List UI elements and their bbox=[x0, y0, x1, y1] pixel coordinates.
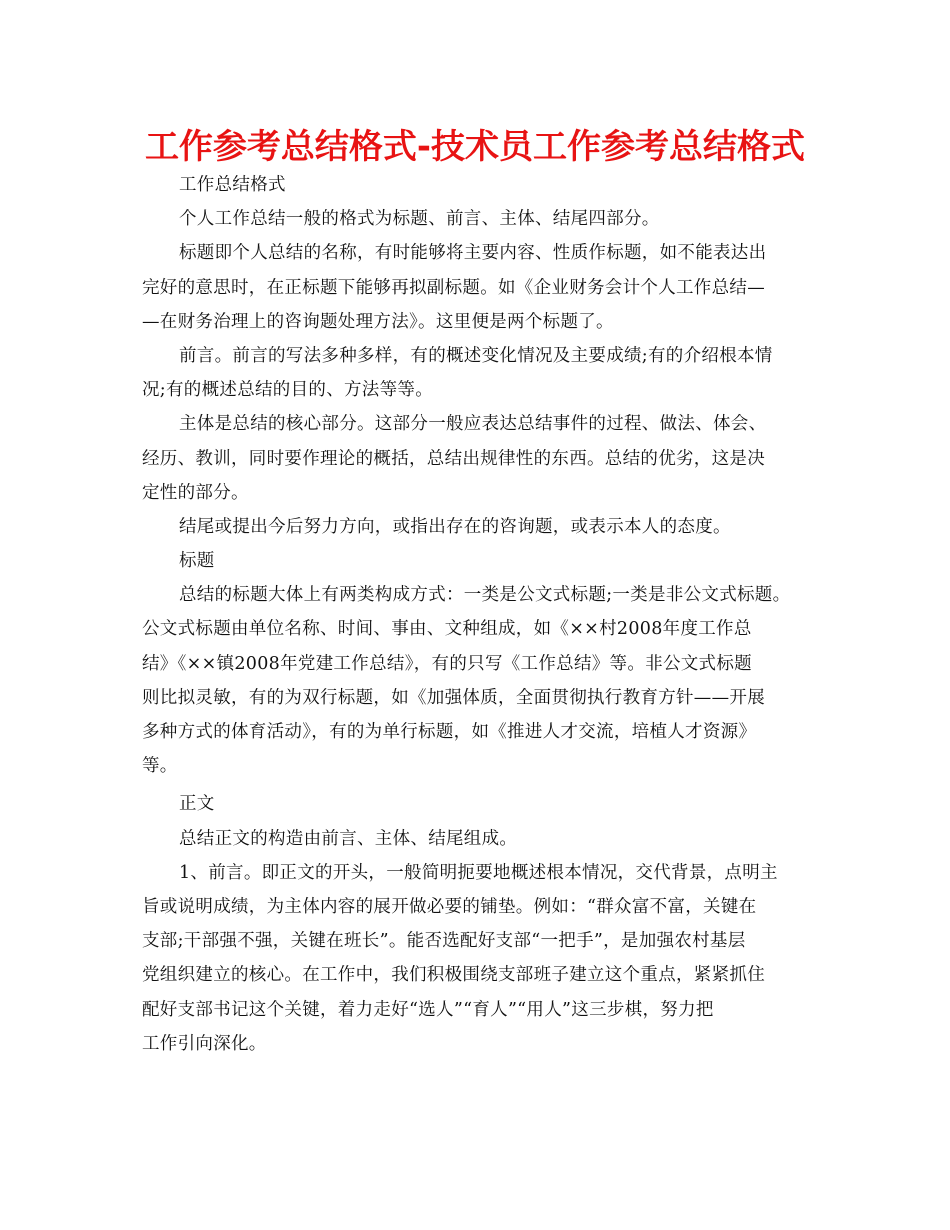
document-body bbox=[142, 168, 814, 1061]
text-line: 主体是总结的核心部分。这部分一般应表达总结事件的过程、做法、体会、 bbox=[179, 414, 767, 435]
text-line: 多种方式的体育活动》，有的为单行标题，如《推进人才交流，培植人才资源》 bbox=[142, 722, 757, 742]
text-line: 经历、教训，同时要作理论的概括，总结出规律性的东西。总结的优劣，这是决 bbox=[142, 448, 765, 469]
text-line: 则比拟灵敏，有的为双行标题，如《加强体质，全面贯彻执行教育方针——开展 bbox=[142, 687, 765, 708]
text-line: 结》《××镇2008年党建工作总结》，有的只写《工作总结》等。非公文式标题 bbox=[142, 653, 752, 674]
text-line: 等。 bbox=[142, 756, 178, 777]
text-line: 定性的部分。 bbox=[142, 482, 249, 503]
text-line: 1、前言。即正文的开头，一般简明扼要地概述根本情况，交代背景，点明主 bbox=[179, 862, 778, 883]
text-line: 旨或说明成绩，为主体内容的展开做必要的铺垫。例如：“群众富不富，关键在 bbox=[142, 896, 757, 917]
text-line: 正文 bbox=[179, 794, 215, 815]
text-line: 支部;干部强不强，关键在班长”。能否选配好支部“一把手”，是加强农村基层 bbox=[142, 931, 746, 952]
text-line: 总结的标题大体上有两类构成方式：一类是公文式标题;一类是非公文式标题。 bbox=[179, 585, 791, 606]
text-line: 党组织建立的核心。在工作中，我们积极围绕支部班子建立这个重点，紧紧抓住 bbox=[142, 965, 765, 986]
text-line: 个人工作总结一般的格式为标题、前言、主体、结尾四部分。 bbox=[179, 209, 660, 230]
text-line: —在财务治理上的咨询题处理方法》。这里便是两个标题了。 bbox=[142, 311, 614, 332]
text-line: 完好的意思时，在正标题下能够再拟副标题。如《企业财务会计个人工作总结— bbox=[142, 277, 765, 298]
text-line: 总结正文的构造由前言、主体、结尾组成。 bbox=[179, 828, 518, 849]
text-line: 前言。前言的写法多种多样，有的概述变化情况及主要成绩;有的介绍根本情 bbox=[179, 345, 773, 366]
text-line: 工作引向深化。 bbox=[142, 1033, 267, 1054]
text-line: 公文式标题由单位名称、时间、事由、文种组成，如《××村2008年度工作总 bbox=[142, 619, 752, 640]
text-line: 配好支部书记这个关键，着力走好“选人”“育人”“用人”这三步棋，努力把 bbox=[142, 999, 714, 1020]
text-line: 标题 bbox=[179, 551, 215, 572]
text-line: 标题即个人总结的名称，有时能够将主要内容、性质作标题，如不能表达出 bbox=[179, 243, 767, 264]
text-line: 结尾或提出今后努力方向，或指出存在的咨询题，或表示本人的态度。 bbox=[179, 516, 731, 537]
document-title: 工作参考总结格式-技术员工作参考总结格式 bbox=[144, 127, 806, 167]
text-line: 工作总结格式 bbox=[179, 175, 286, 195]
text-line: 况;有的概述总结的目的、方法等等。 bbox=[142, 380, 433, 401]
